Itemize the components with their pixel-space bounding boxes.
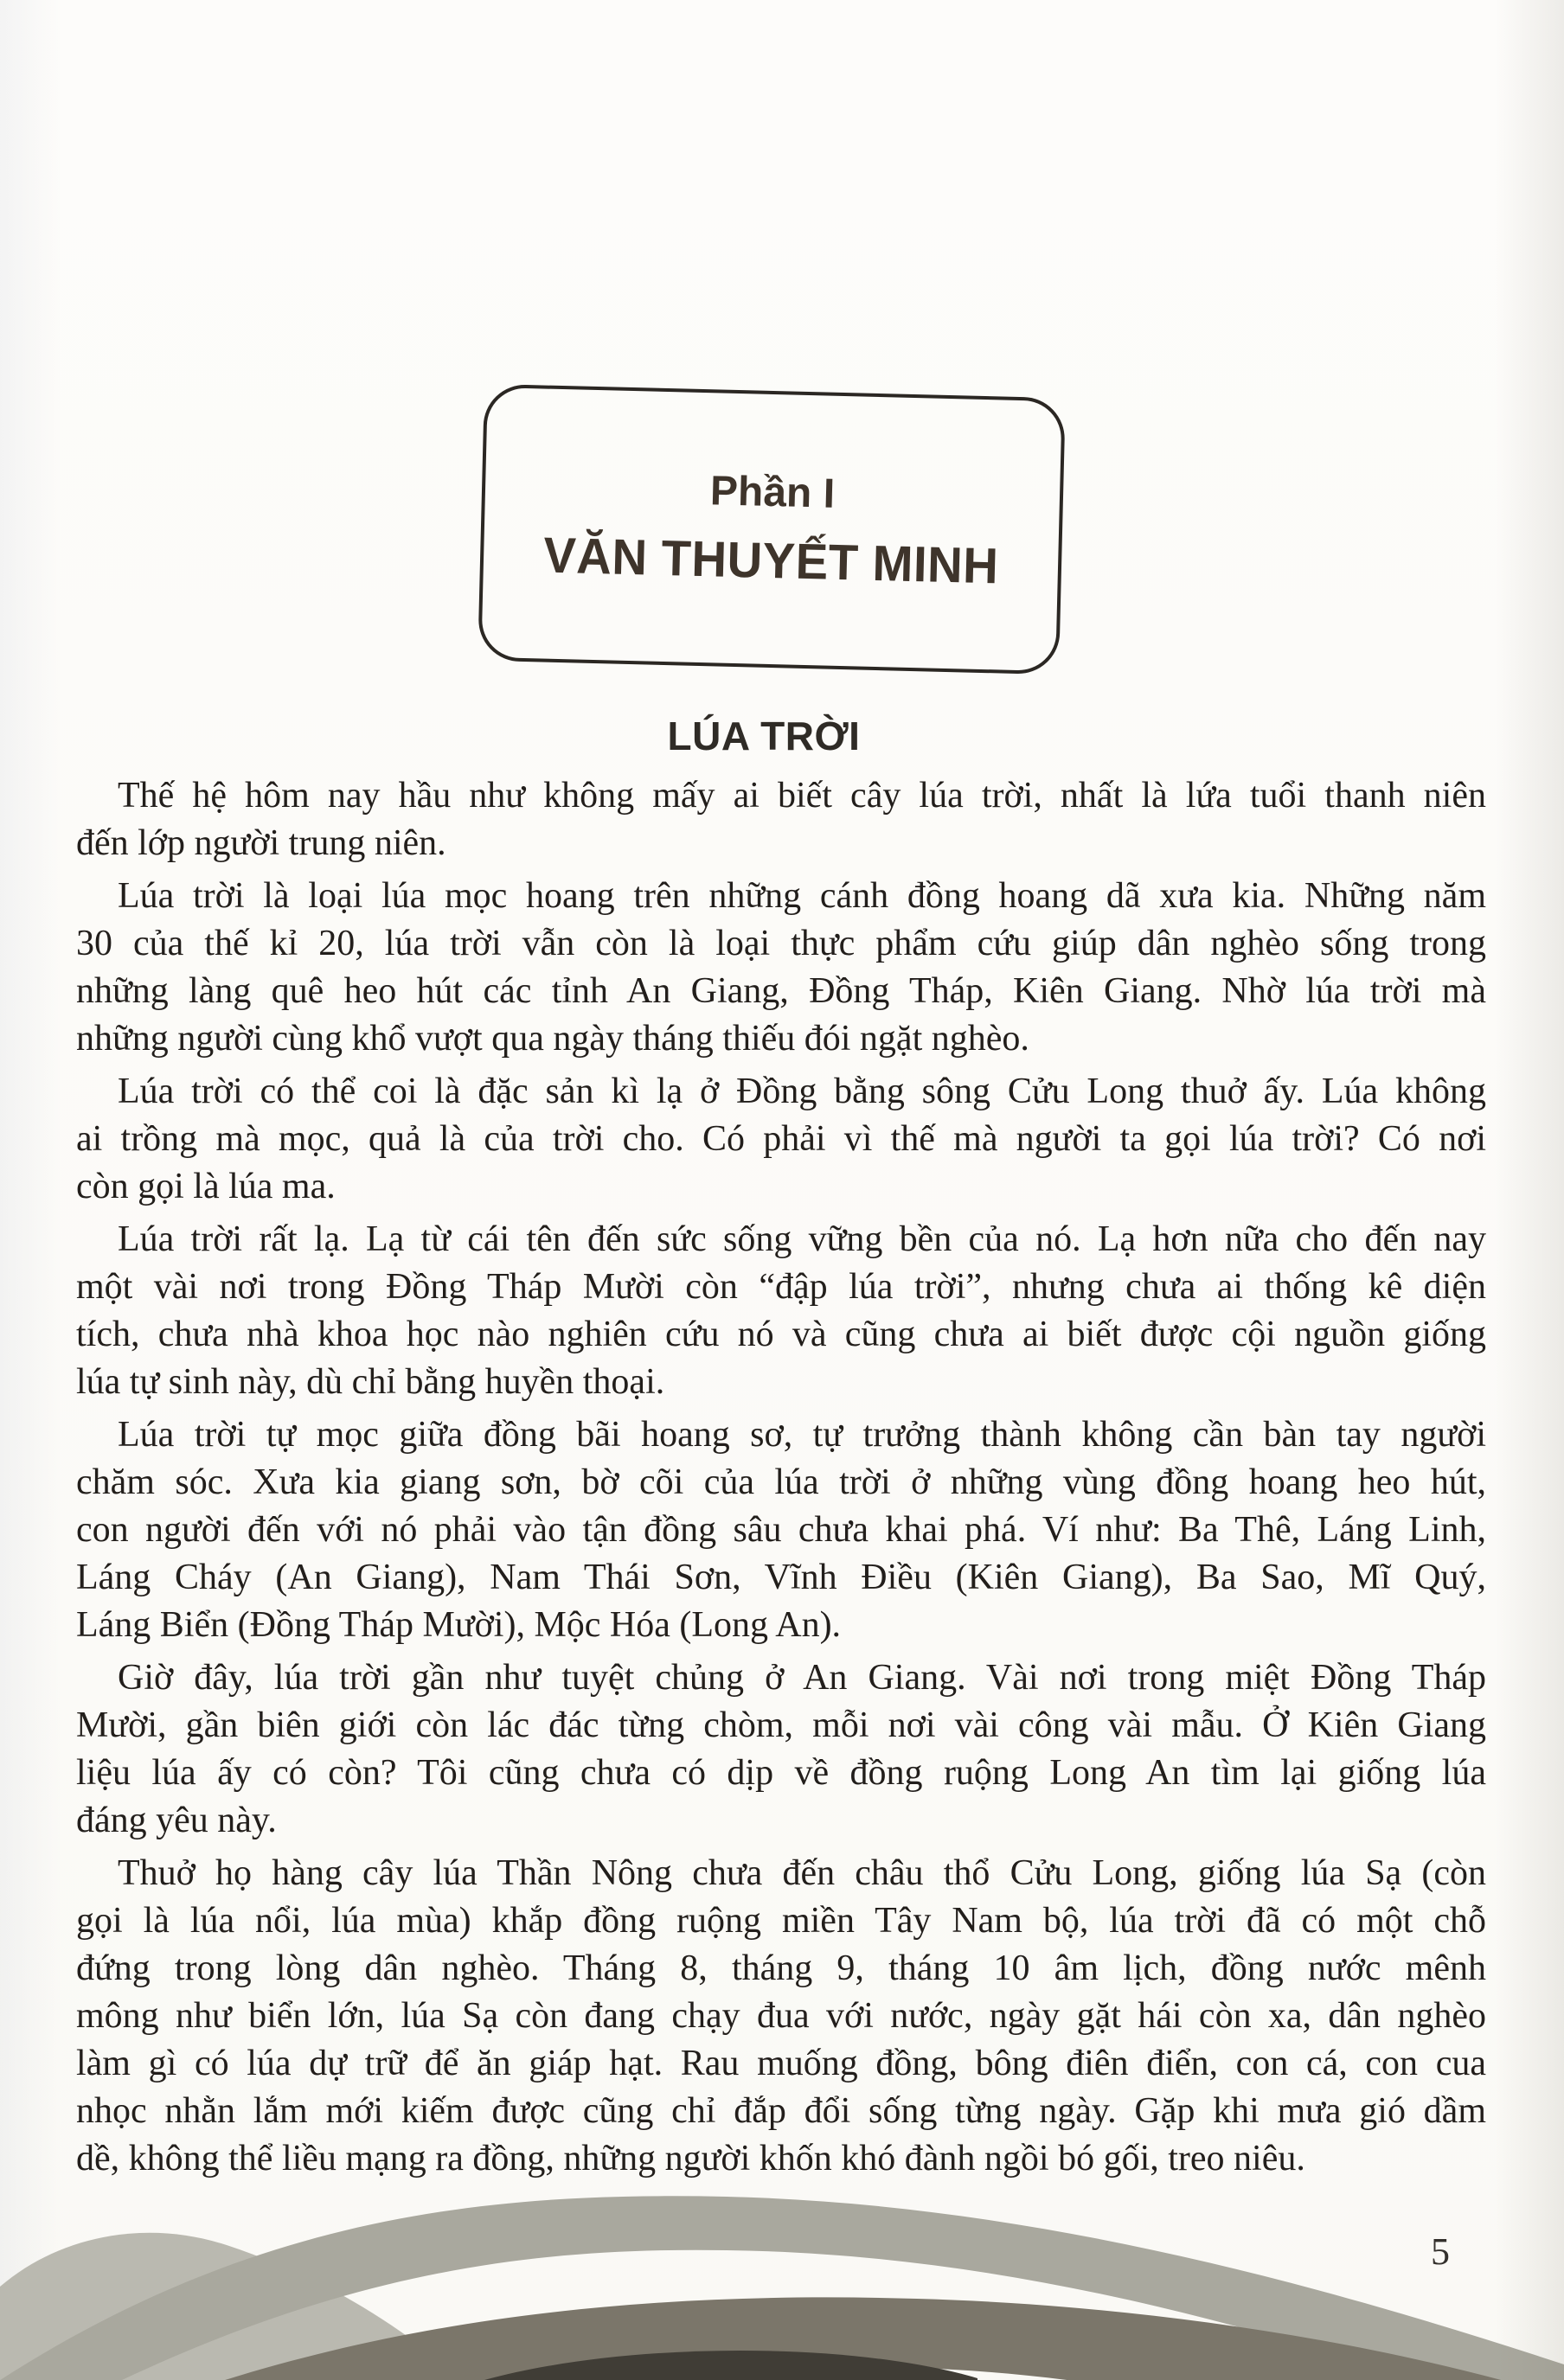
- text-line: chăm sóc. Xưa kia giang sơn, bờ cõi của lúa trời ở những vùng đồng hoang heo hút,: [76, 1462, 1486, 1502]
- paragraph: [76, 772, 1486, 867]
- text-line: Lúa trời rất lạ. Lạ từ cái tên đến sức sống vững bền của nó. Lạ hơn nữa cho đến nay: [118, 1219, 1486, 1259]
- section-part-label: Phần I: [709, 468, 836, 517]
- text-line: Lúa trời tự mọc giữa đồng bãi hoang sơ, tự trưởng thành không cần bàn tay người: [118, 1415, 1486, 1455]
- section-part-title: VĂN THUYẾT MINH: [542, 527, 999, 595]
- text-line: Lúa trời là loại lúa mọc hoang trên những cánh đồng hoang dã xưa kia. Những năm: [118, 876, 1486, 916]
- text-line: một vài nơi trong Đồng Tháp Mười còn “đập lúa trời”, nhưng chưa ai thống kê diện: [76, 1267, 1486, 1307]
- text-line: con người đến với nó phải vào tận đồng sâu chưa khai phá. Ví như: Ba Thê, Láng Linh,: [76, 1510, 1486, 1550]
- text-line: đứng trong lòng dân nghèo. Tháng 8, tháng 9, tháng 10 âm lịch, đồng nước mênh: [76, 1948, 1486, 1988]
- article-body: [76, 772, 1486, 2188]
- text-line: đến lớp người trung niên.: [76, 823, 446, 863]
- text-line: làm gì có lúa dự trữ để ăn giáp hạt. Rau muống đồng, bông điên điển, con cá, con cua: [76, 2044, 1486, 2083]
- text-line: Láng Biển (Đồng Tháp Mười), Mộc Hóa (Long An).: [76, 1605, 842, 1645]
- text-line: Mười, gần biên giới còn lác đác từng chòm, mỗi nơi vài công vài mẫu. Ở Kiên Giang: [76, 1705, 1486, 1745]
- paragraph: [76, 1216, 1486, 1406]
- text-line: những người cùng khổ vượt qua ngày tháng thiếu đói ngặt nghèo.: [76, 1019, 1029, 1059]
- page-number: 5: [1431, 2230, 1450, 2273]
- section-heading-box: [478, 384, 1066, 675]
- footer-swoosh-graphic: [0, 2034, 1564, 2380]
- text-line: còn gọi là lúa ma.: [76, 1167, 336, 1206]
- text-line: đáng yêu này.: [76, 1801, 277, 1840]
- text-line: Lúa trời có thể coi là đặc sản kì lạ ở Đồng bằng sông Cửu Long thuở ấy. Lúa không: [118, 1072, 1486, 1111]
- text-line: Thế hệ hôm nay hầu như không mấy ai biết cây lúa trời, nhất là lứa tuổi thanh niên: [118, 776, 1486, 816]
- paragraph: [76, 873, 1486, 1063]
- text-line: những làng quê heo hút các tỉnh An Giang, Đồng Tháp, Kiên Giang. Nhờ lúa trời mà: [76, 971, 1486, 1011]
- text-line: tích, chưa nhà khoa học nào nghiên cứu nó và cũng chưa ai biết được cội nguồn giống: [76, 1315, 1486, 1354]
- paragraph: [76, 1411, 1486, 1649]
- text-line: liệu lúa ấy có còn? Tôi cũng chưa có dịp về đồng ruộng Long An tìm lại giống lúa: [76, 1753, 1486, 1793]
- text-line: Thuở họ hàng cây lúa Thần Nông chưa đến châu thổ Cửu Long, giống lúa Sạ (còn: [118, 1853, 1486, 1893]
- text-line: lúa tự sinh này, dù chỉ bằng huyền thoại.: [76, 1362, 665, 1402]
- text-line: gọi là lúa nổi, lúa mùa) khắp đồng ruộng miền Tây Nam bộ, lúa trời đã có một chỗ: [76, 1901, 1486, 1941]
- text-line: mông như biển lớn, lúa Sạ còn đang chạy đua với nước, ngày gặt hái còn xa, dân nghèo: [76, 1996, 1486, 2036]
- text-line: Giờ đây, lúa trời gần như tuyệt chủng ở An Giang. Vài nơi trong miệt Đồng Tháp: [118, 1658, 1486, 1698]
- paragraph: [76, 1654, 1486, 1845]
- text-line: Láng Cháy (An Giang), Nam Thái Sơn, Vĩnh Điều (Kiên Giang), Ba Sao, Mĩ Quý,: [76, 1558, 1486, 1597]
- text-line: ai trồng mà mọc, quả là của trời cho. Có phải vì thế mà người ta gọi lúa trời? Có nơi: [76, 1119, 1486, 1159]
- text-line: 30 của thế kỉ 20, lúa trời vẫn còn là loại thực phẩm cứu giúp dân nghèo sống trong: [76, 924, 1486, 963]
- article-title: LÚA TRỜI: [667, 713, 861, 758]
- paragraph: [76, 1068, 1486, 1211]
- text-line: nhọc nhằn lắm mới kiếm được cũng chỉ đắp đổi sống từng ngày. Gặp khi mưa gió dầm: [76, 2091, 1486, 2131]
- text-line: dề, không thể liều mạng ra đồng, những người khốn khó đành ngồi bó gối, treo niêu.: [76, 2139, 1305, 2178]
